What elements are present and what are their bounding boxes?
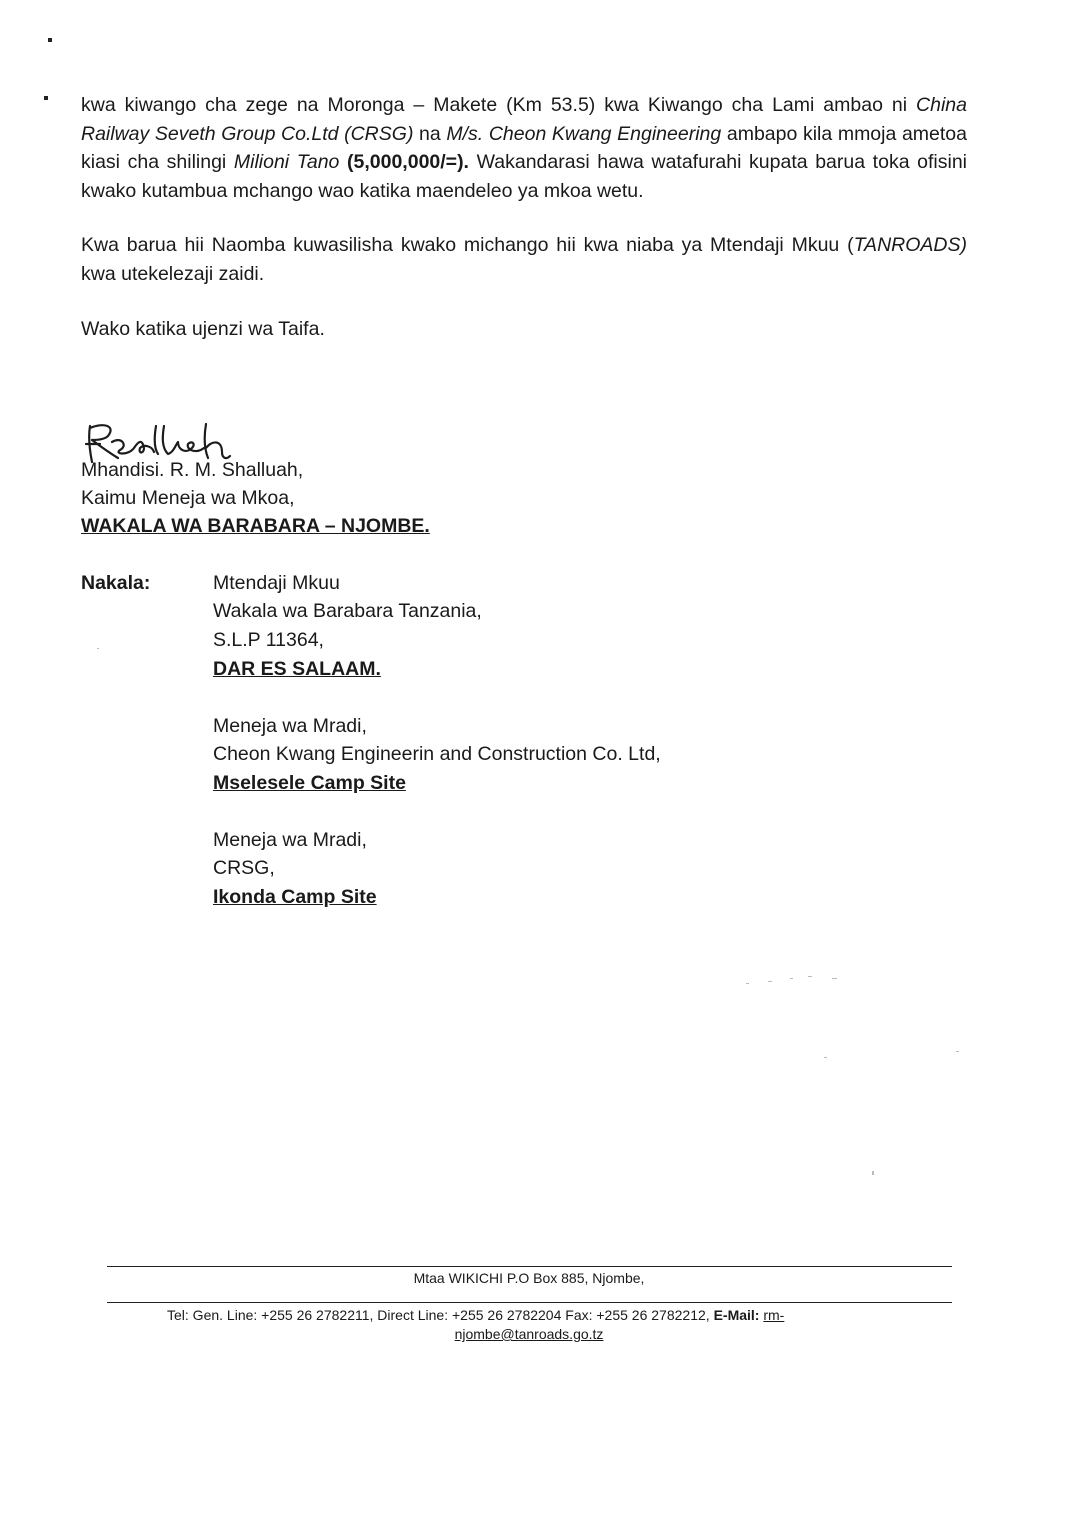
copy-1-line-3: S.L.P 11364, xyxy=(213,629,324,651)
closing-line: Wako katika ujenzi wa Taifa. xyxy=(81,318,325,340)
copies-label: Nakala: xyxy=(81,572,151,594)
footer-email-part-1: rm- xyxy=(763,1307,785,1323)
scan-speck xyxy=(790,978,793,979)
footer-rule-bottom xyxy=(107,1302,952,1303)
body-paragraph-2 xyxy=(81,231,967,288)
para2-org: TANROADS) xyxy=(853,234,967,256)
copy-1-line-4: DAR ES SALAAM. xyxy=(213,658,381,680)
footer-email-label: E-Mail: xyxy=(713,1307,760,1323)
para1-text-3: ambapo kila mmoja ametoa kiasi cha shilingi xyxy=(81,122,967,173)
signatory-title: Kaimu Meneja wa Mkoa, xyxy=(81,487,295,509)
scan-mark xyxy=(48,38,52,42)
scan-mark xyxy=(44,96,48,100)
para1-contractor-1: China Railway Seveth Group Co.Ltd (CRSG) xyxy=(81,94,967,145)
footer-email-part-2: njombe@tanroads.go.tz xyxy=(454,1326,604,1342)
para1-amount-figures: (5,000,000/=). xyxy=(347,151,469,173)
scan-speck xyxy=(872,1171,874,1175)
signatory-office: WAKALA WA BARABARA – NJOMBE. xyxy=(81,515,430,537)
para1-text-4: Wakandarasi hawa watafurahi kupata barua toka ofisini kwako kutambua mchango wao katika maendeleo ya mkoa wetu. xyxy=(81,151,967,202)
footer-contacts xyxy=(167,1306,784,1325)
scan-speck xyxy=(956,1051,959,1052)
para2-text-2: kwa utekelezaji zaidi. xyxy=(81,262,265,285)
scan-speck xyxy=(746,983,749,984)
copy-3-line-2: CRSG, xyxy=(213,857,275,879)
body-paragraph-1 xyxy=(81,91,967,205)
copy-2-line-3: Mselesele Camp Site xyxy=(213,772,406,794)
para1-amount-words: Milioni Tano xyxy=(233,151,340,173)
scan-speck xyxy=(768,981,772,982)
para1-contractor-2: M/s. Cheon Kwang Engineering xyxy=(446,122,722,145)
copy-2-line-2: Cheon Kwang Engineerin and Construction Co. Ltd, xyxy=(213,743,661,765)
copy-1-line-1: Mtendaji Mkuu xyxy=(213,572,340,594)
para1-text-2: na xyxy=(413,122,447,145)
signatory-name: Mhandisi. R. M. Shalluah, xyxy=(81,459,304,481)
scan-speck xyxy=(808,976,812,977)
copy-2-line-1: Meneja wa Mradi, xyxy=(213,715,367,737)
scan-speck xyxy=(832,978,837,979)
footer-rule-top xyxy=(107,1266,952,1267)
para1-text-1: kwa kiwango cha zege na Moronga – Makete (Km 53.5) kwa Kiwango cha Lami ambao ni xyxy=(81,94,917,116)
footer-phone-fax: Tel: Gen. Line: +255 26 2782211, Direct Line: +255 26 2782204 Fax: +255 26 2782212, xyxy=(167,1307,714,1323)
copy-1-line-2: Wakala wa Barabara Tanzania, xyxy=(213,600,482,622)
scan-speck xyxy=(97,648,99,649)
copy-3-line-1: Meneja wa Mradi, xyxy=(213,829,367,851)
copy-3-line-3: Ikonda Camp Site xyxy=(213,886,377,908)
scan-speck xyxy=(824,1057,827,1058)
footer-address: Mtaa WIKICHI P.O Box 885, Njombe, xyxy=(413,1270,645,1286)
para2-text-1: Kwa barua hii Naomba kuwasilisha kwako michango hii kwa niaba ya Mtendaji Mkuu ( xyxy=(81,234,854,256)
